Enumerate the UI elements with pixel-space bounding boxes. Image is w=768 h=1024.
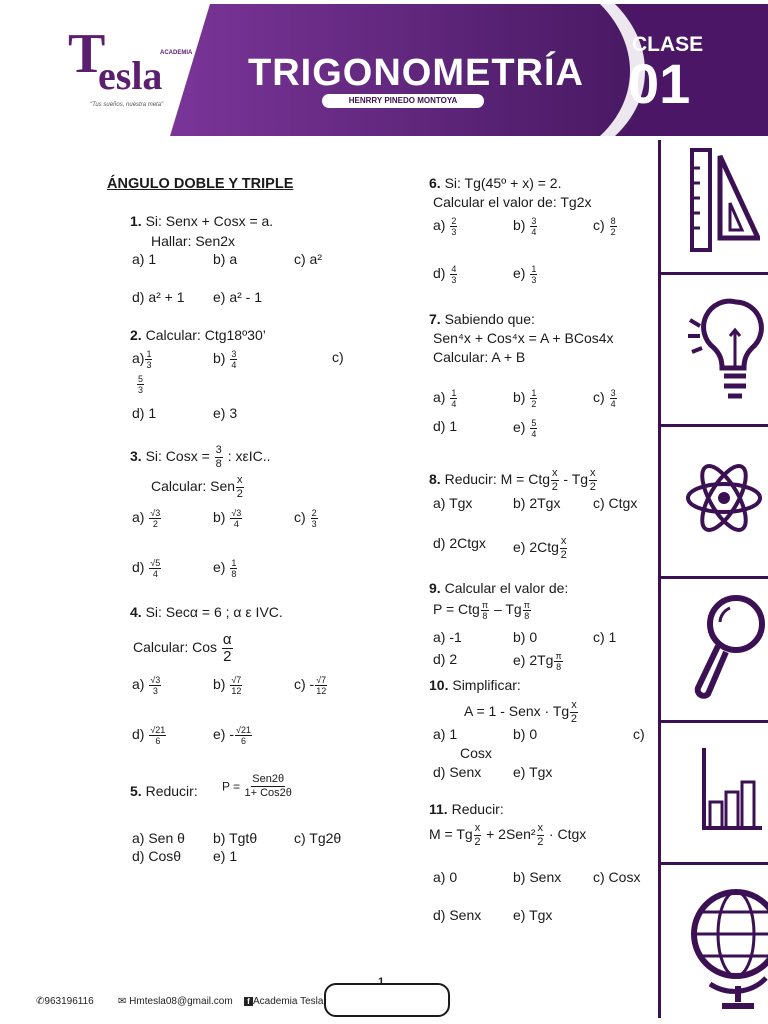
problem-7-equation: Sen⁴x + Cos⁴x = A + BCos4x (433, 330, 614, 346)
option-d: d) a² + 1 (132, 289, 185, 305)
problem-2-statement: 2. Calcular: Ctg18º30’ (130, 327, 266, 343)
logo-slogan: "Tus sueños, nuestra meta" (90, 102, 164, 108)
sidebar-divider (658, 576, 768, 579)
option-c: c) (633, 726, 645, 742)
option-e: e) 1 (213, 848, 238, 864)
class-label: CLASE (632, 33, 704, 56)
option-e: e) Tgx (513, 907, 553, 923)
option-d: d) 1 (132, 405, 157, 421)
problem-7-statement: 7. Sabiendo que: (429, 311, 535, 327)
option-d: d) $\frac{√21}{6}$ (132, 725, 166, 746)
option-a: a) Sen θ (132, 830, 185, 846)
option-b: b) Tgtθ (213, 830, 258, 846)
option-d: d) Senx (433, 764, 482, 780)
option-e: e) a² - 1 (213, 289, 263, 305)
problem-10-expression: A = 1 - Senx · Tg $\frac{x}{2}$ (464, 699, 577, 725)
logo-word: esla (98, 53, 163, 98)
problem-8-statement: 8. Reducir: M = Ctg $\frac{x}{2}$ - Tg $\frac{x}{2}$ (429, 467, 596, 493)
ruler-triangle-icon (690, 148, 760, 258)
option-c: c) (332, 349, 344, 365)
problem-7-question: Calcular: A + B (433, 349, 526, 365)
option-d: d) $\frac{4}{3}$ (433, 264, 457, 285)
option-b: b) a (213, 251, 238, 267)
option-d: d) 1 (433, 418, 458, 434)
lightbulb-icon (686, 292, 764, 404)
problem-6-statement: 6. Si: Tg(45º + x) = 2. (429, 175, 562, 191)
option-b: b) $\frac{3}{4}$ (513, 216, 537, 237)
option-c: c) - $\frac{√7}{12}$ (294, 675, 327, 696)
option-d: d) Senx (433, 907, 482, 923)
footer-facebook: f Academia Tesla (244, 996, 323, 1007)
option-a: a) -1 (433, 629, 462, 645)
problem-5-statement: 5. Reducir: (130, 783, 198, 799)
option-a: a) $\frac{√3}{2}$ (132, 508, 161, 529)
magnifier-icon (690, 588, 766, 712)
class-number: 01 (628, 52, 691, 115)
option-c: c) a² (294, 251, 322, 267)
option-d: d) 2 (433, 651, 458, 667)
option-e: e) $\frac{5}{4}$ (513, 418, 537, 439)
author-name: HENRRY PINEDO MONTOYA (322, 94, 484, 108)
problem-4-question: Calcular: Cos $\frac{\alpha}{2}$ (133, 631, 232, 665)
option-b: b) $\frac{1}{2}$ (513, 388, 537, 409)
option-e: e) 3 (213, 405, 238, 421)
option-d: d) Cosθ (132, 848, 182, 864)
option-b: b) Senx (513, 869, 562, 885)
problem-9-statement: 9. Calcular el valor de: (429, 580, 569, 596)
footer-phone: ✆963196116 (36, 996, 94, 1007)
option-c-value: Cosx (460, 745, 492, 761)
problem-1-question: Hallar: Sen2x (151, 233, 236, 249)
option-b: b) $\frac{√7}{12}$ (213, 675, 242, 696)
option-b: b) $\frac{3}{4}$ (213, 349, 237, 370)
option-b: b) $\frac{√3}{4}$ (213, 508, 242, 529)
problem-11-expression: M = Tg $\frac{x}{2}$ + 2Sen² $\frac{x}{2}$ · Ctgx (429, 822, 587, 848)
option-b: b) 0 (513, 726, 538, 742)
problem-10-statement: 10. Simplificar: (429, 677, 521, 693)
mail-icon: ✉ (118, 996, 130, 1007)
sidebar-divider (658, 272, 768, 275)
footer-email: ✉ Hmtesla08@gmail.com (118, 996, 233, 1007)
section-title: ÁNGULO DOBLE Y TRIPLE (107, 176, 294, 192)
option-e: e) $\frac{1}{8}$ (213, 558, 237, 579)
page-title: TRIGONOMETRÍA (248, 52, 584, 94)
option-e: e) Tgx (513, 764, 553, 780)
option-c: c) 1 (593, 629, 617, 645)
logo-letter: T (68, 23, 106, 85)
option-c: c) $\frac{8}{2}$ (593, 216, 616, 237)
atom-icon (686, 448, 762, 548)
sidebar-divider (658, 720, 768, 723)
option-e: e) $\frac{1}{3}$ (513, 264, 537, 285)
option-c: c) Cosx (593, 869, 641, 885)
option-c: c) Ctgx (593, 495, 638, 511)
bar-chart-icon (688, 748, 762, 832)
problem-4-statement: 4. Si: Secα = 6 ; α ε IVC. (130, 604, 283, 620)
option-b: b) 2Tgx (513, 495, 561, 511)
option-c: c) $\frac{2}{3}$ (294, 508, 317, 529)
option-e: e) - $\frac{√21}{6}$ (213, 725, 251, 746)
option-d: d) 2Ctgx (433, 535, 486, 551)
option-e: e) 2Ctg $\frac{x}{2}$ (513, 535, 567, 561)
phone-icon: ✆ (36, 996, 45, 1007)
option-c: c) Tg2θ (294, 830, 342, 846)
problem-11-statement: 11. Reducir: (429, 801, 504, 817)
problem-3-statement: 3. Si: Cosx = $\frac{3}{8}$ : xεIC.. (130, 444, 271, 470)
option-a: a) $\frac{√3}{3}$ (132, 675, 161, 696)
option-a: a) $\frac{1}{4}$ (433, 388, 457, 409)
option-a: a) 0 (433, 869, 458, 885)
problem-6-question: Calcular el valor de: Tg2x (433, 194, 592, 210)
option-a: a) Tgx (433, 495, 473, 511)
problem-5-expression: P = $\frac{\text{Sen2θ}}{\text{1+ Cos2θ}}$ (222, 773, 292, 799)
facebook-icon: f (244, 997, 253, 1006)
option-c: c) $\frac{3}{4}$ (593, 388, 616, 409)
problem-9-expression: P = Ctg $\frac{\pi}{8}$ – Tg $\frac{\pi}{8}$ (433, 600, 530, 621)
problem-1-statement: 1. Si: Senx + Cosx = a. (130, 213, 274, 229)
problem-3-question: Calcular: Sen $\frac{x}{2}$ (151, 474, 243, 500)
academy-logo (68, 23, 193, 110)
logo-academia: ACADEMIA (160, 50, 193, 56)
option-a: a) 1 (433, 726, 458, 742)
sidebar-divider (658, 424, 768, 427)
option-c-fraction: $\frac{5}{3}$ (138, 374, 144, 395)
option-e: e) 2Tg $\frac{\pi}{8}$ (513, 651, 562, 672)
option-b: b) 0 (513, 629, 538, 645)
page-number: 1 (378, 976, 385, 988)
option-a: a) $\frac{1}{3}$ (132, 349, 152, 370)
page-number-box (324, 983, 450, 1017)
sidebar-divider (658, 862, 768, 865)
globe-icon (690, 874, 768, 1014)
option-a: a) $\frac{2}{3}$ (433, 216, 457, 237)
option-a: a) 1 (132, 251, 157, 267)
option-d: d) $\frac{√5}{4}$ (132, 558, 161, 579)
